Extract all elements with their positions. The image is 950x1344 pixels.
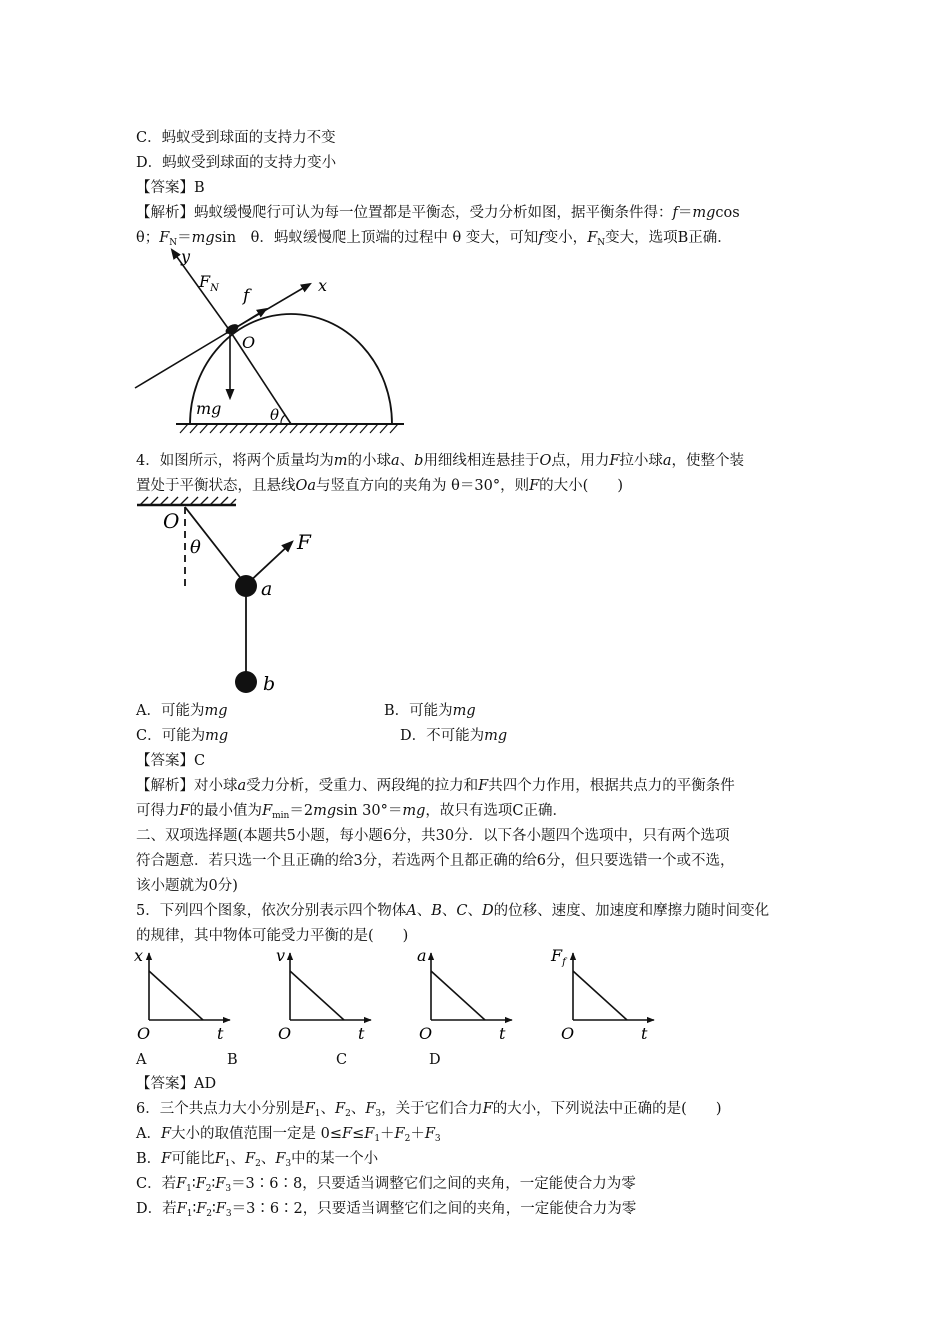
ball-b-label: b [263, 673, 276, 695]
svg-text:t: t [499, 1024, 506, 1043]
q4-stem-line2: 置处于平衡状态，且悬线Oa与竖直方向的夹角为 θ＝30°，则F的大小( ) [136, 478, 623, 494]
x-axis-label: x [318, 276, 328, 295]
q4-answer: 【答案】C [136, 753, 206, 769]
graph-c [417, 946, 512, 1043]
theta-label: θ [270, 406, 280, 424]
graph-b [276, 946, 371, 1043]
q3-analysis-line1: 【解析】蚂蚁缓慢爬行可认为每一位置都是平衡态，受力分析如图，据平衡条件得：f＝mgcos [136, 205, 740, 221]
q6-option-d: D．若$F_1∶F_2∶F_3=3∶6∶2$，只要适当调整它们之间的夹角，一定能使合力为零 [136, 1201, 637, 1219]
theta-label: θ [190, 537, 201, 558]
point-o-label: O [163, 509, 180, 533]
q3-analysis-line2: θ；$F_N=mgsin$ θ．蚂蚁缓慢爬上顶端的过程中 θ 变大，可知f变小，$F_N$变大，选项B正确． [136, 230, 732, 248]
ball-a-label: a [261, 578, 273, 600]
q3-answer: 【答案】B [136, 180, 205, 196]
svg-text:O: O [561, 1024, 575, 1043]
section2-heading-line3: 该小题就为0分) [136, 878, 238, 894]
q6-stem: 6．三个共点力大小分别是$F_1$、$F_2$、$F_3$，关于它们合力F的大小，下列说法中正确的是( ) [136, 1101, 722, 1119]
q3-option-c: C．蚂蚁受到球面的支持力不变 [136, 130, 336, 146]
svg-text:O: O [419, 1024, 433, 1043]
q4-analysis-line1: 【解析】对小球a受力分析，受重力、两段绳的拉力和F共四个力作用，根据共点力的平衡条件 [136, 778, 735, 794]
q4-analysis-line2: 可得力F的最小值为$F_{min}=2mgsin$ 30°＝mg，故只有选项C正确． [136, 803, 567, 821]
origin-label: O [242, 333, 256, 352]
f-label: f [243, 286, 250, 306]
svg-text:O: O [278, 1024, 292, 1043]
fn-label: $F_N$ [199, 272, 219, 294]
q4-option-b: B．可能为mg [384, 703, 476, 719]
q4-option-a: A．可能为mg [136, 703, 228, 719]
graph-a [134, 946, 230, 1043]
svg-text:t: t [358, 1024, 365, 1043]
q6-option-b: B．F可能比$F_1$、$F_2$、$F_3$中的某一个小 [136, 1151, 379, 1169]
graph-label-b: B [227, 1052, 238, 1068]
svg-text:v: v [276, 946, 286, 965]
q5-answer: 【答案】AD [136, 1076, 217, 1092]
svg-text:O: O [137, 1024, 151, 1043]
mg-label: mg [196, 399, 222, 418]
graph-label-c: C [336, 1052, 348, 1068]
svg-text:Ff: $F_f$ [551, 946, 566, 968]
section2-heading-line1: 二、双项选择题(本题共5小题，每小题6分，共30分．以下各小题四个选项中，只有两个选项 [136, 828, 730, 844]
graph-label-d: D [429, 1052, 441, 1068]
svg-text:t: t [641, 1024, 648, 1043]
svg-text:a: a [417, 946, 427, 965]
section2-heading-line2: 符合题意．若只选一个且正确的给3分，若选两个且都正确的给6分，但只要选错一个或不选， [136, 853, 735, 869]
q6-option-c: C．若$F_1∶F_2∶F_3=3∶6∶8$，只要适当调整它们之间的夹角，一定能使合力为零 [136, 1176, 636, 1194]
q5-stem-line2: 的规律，其中物体可能受力平衡的是( ) [136, 928, 409, 944]
q5-stem-line1: 5．下列四个图象，依次分别表示四个物体A、B、C、D的位移、速度、加速度和摩擦力随时间变化 [136, 903, 770, 919]
force-f-label: F [297, 530, 311, 554]
q3-option-d: D．蚂蚁受到球面的支持力变小 [136, 155, 337, 171]
y-axis-label: y [181, 247, 191, 266]
graph-label-a: A [136, 1052, 147, 1068]
q4-stem-line1: 4．如图所示，将两个质量均为m的小球a、b用细线相连悬挂于O点，用力F拉小球a，使整个装 [136, 453, 745, 469]
graph-d [550, 946, 654, 1043]
svg-text:t: t [217, 1024, 224, 1043]
q6-option-a: A．F大小的取值范围一定是 $0\le F\le F_1+F_2+F_3$ [136, 1126, 441, 1144]
q4-option-d: D．不可能为mg [400, 728, 508, 744]
svg-text:x: x [134, 946, 144, 965]
q4-option-c: C．可能为mg [136, 728, 229, 744]
